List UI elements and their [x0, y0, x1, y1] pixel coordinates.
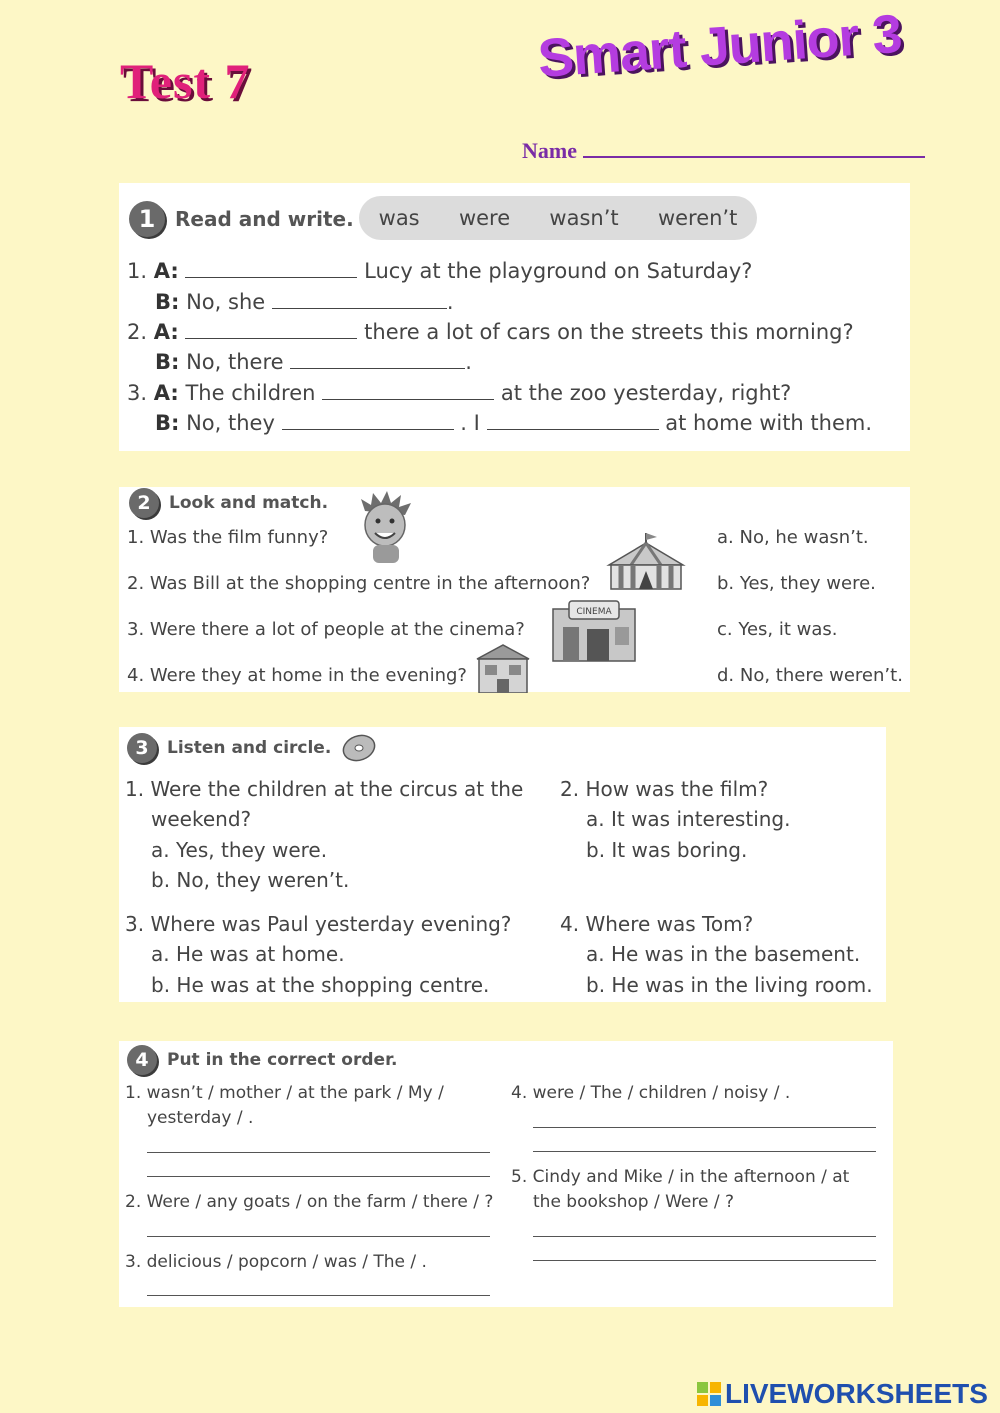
house-picture — [473, 643, 533, 693]
name-label: Name — [522, 138, 577, 163]
circus-tent-picture — [603, 531, 689, 593]
name-blank[interactable] — [583, 136, 925, 158]
ex4-item-3-line1: 3. delicious / popcorn / was / The / . — [125, 1252, 427, 1272]
exercise-2-title: Look and match. — [169, 493, 329, 513]
exercise-1-header — [129, 201, 354, 237]
ex1-line-6: B: No, they . I at home with them. — [155, 411, 873, 435]
ex3-q4-option-a[interactable]: a. He was in the basement. — [586, 942, 861, 966]
ex2-answer-d[interactable]: d. No, there weren’t. — [717, 665, 903, 686]
exercise-3-title: Listen and circle. — [167, 738, 332, 758]
exercise-2-panel — [119, 487, 910, 692]
word-box — [359, 196, 757, 240]
ex3-q3-line1: 3. Where was Paul yesterday evening? — [125, 912, 512, 936]
ex1-line-2: B: No, she . — [155, 290, 454, 314]
exercise-3-panel — [119, 727, 886, 1002]
cd-audio-icon[interactable] — [341, 734, 377, 762]
ex3-q3-option-b[interactable]: b. He was at the shopping centre. — [151, 973, 490, 997]
cinema-picture — [549, 599, 639, 663]
ex2-question-4: 4. Were they at home in the evening? — [127, 665, 467, 686]
ex3-q4-option-b[interactable]: b. He was in the living room. — [586, 973, 873, 997]
word-werent: weren’t — [657, 206, 738, 230]
ex1-blank-7[interactable] — [487, 409, 659, 430]
ex4-item-4-line1: 4. were / The / children / noisy / . — [511, 1083, 791, 1103]
ex4-item-5-line1: 5. Cindy and Mike / in the afternoon / at — [511, 1167, 850, 1187]
test-title: Test 7 — [120, 53, 251, 109]
ex3-q2-option-b[interactable]: b. It was boring. — [586, 838, 748, 862]
ex4-item-5-answer-line-2[interactable] — [533, 1260, 876, 1261]
ex3-q1-option-a[interactable]: a. Yes, they were. — [151, 838, 328, 862]
exercise-1-panel — [119, 183, 910, 451]
ex1-blank-1[interactable] — [185, 257, 357, 278]
exercise-4-header — [127, 1045, 398, 1075]
ex2-answer-a[interactable]: a. No, he wasn’t. — [717, 527, 869, 548]
ex4-item-4-answer-line-1[interactable] — [533, 1127, 876, 1128]
word-wasnt: wasn’t — [549, 206, 619, 230]
exercise-2-number: 2 — [129, 488, 159, 518]
ex2-question-2: 2. Was Bill at the shopping centre in the afternoon? — [127, 573, 591, 594]
ex1-blank-5[interactable] — [322, 379, 494, 400]
exercise-1-number: 1 — [129, 201, 165, 237]
ex4-item-1-line2: yesterday / . — [147, 1108, 254, 1128]
word-were: were — [458, 206, 511, 230]
ex4-item-2-answer-line[interactable] — [147, 1236, 490, 1237]
ex2-answer-c[interactable]: c. Yes, it was. — [717, 619, 838, 640]
cinema-sign-text: CINEMA — [576, 607, 612, 617]
liveworksheets-mark-icon — [697, 1382, 721, 1406]
ex2-question-3: 3. Were there a lot of people at the cinema? — [127, 619, 525, 640]
ex2-answer-b[interactable]: b. Yes, they were. — [717, 573, 876, 594]
exercise-3-header — [127, 733, 377, 763]
brand-text: LIVEWORKSHEETS — [725, 1378, 988, 1409]
ex4-item-1-answer-line-1[interactable] — [147, 1152, 490, 1153]
ex3-q3-option-a[interactable]: a. He was at home. — [151, 942, 345, 966]
ex1-line-5: 3. A: The children at the zoo yesterday, right? — [127, 381, 792, 405]
ex4-item-2-line1: 2. Were / any goats / on the farm / there / ? — [125, 1192, 494, 1212]
exercise-4-title: Put in the correct order. — [167, 1050, 398, 1070]
ex4-item-5-answer-line-1[interactable] — [533, 1236, 876, 1237]
ex3-q1-line1: 1. Were the children at the circus at the — [125, 777, 524, 801]
word-was: was — [378, 206, 420, 230]
ex3-q2-line1: 2. How was the film? — [560, 777, 769, 801]
ex1-line-1: 1. A: Lucy at the playground on Saturday? — [127, 259, 753, 283]
ex3-q1-line2: weekend? — [151, 807, 252, 831]
ex4-item-1-line1: 1. wasn’t / mother / at the park / My / — [125, 1083, 444, 1103]
exercise-2-header — [129, 488, 328, 518]
exercise-4-panel — [119, 1041, 893, 1307]
exercise-3-number: 3 — [127, 733, 157, 763]
ex4-item-5-line2: the bookshop / Were / ? — [533, 1192, 735, 1212]
ex1-blank-4[interactable] — [290, 348, 465, 369]
boy-face-picture — [355, 491, 417, 563]
ex4-item-4-answer-line-2[interactable] — [533, 1151, 876, 1152]
ex3-q4-line1: 4. Where was Tom? — [560, 912, 754, 936]
exercise-1-title: Read and write. — [175, 207, 354, 231]
ex1-line-4: B: No, there . — [155, 350, 472, 374]
liveworksheets-logo[interactable] — [697, 1378, 988, 1410]
ex1-blank-6[interactable] — [282, 409, 454, 430]
ex4-item-3-answer-line[interactable] — [147, 1295, 490, 1296]
ex2-question-1: 1. Was the film funny? — [127, 527, 329, 548]
ex3-q1-option-b[interactable]: b. No, they weren’t. — [151, 868, 350, 892]
ex1-blank-3[interactable] — [185, 318, 357, 339]
ex1-blank-2[interactable] — [272, 288, 447, 309]
ex3-q2-option-a[interactable]: a. It was interesting. — [586, 807, 791, 831]
ex1-line-3: 2. A: there a lot of cars on the streets this morning? — [127, 320, 854, 344]
ex4-item-1-answer-line-2[interactable] — [147, 1176, 490, 1177]
name-field — [522, 136, 925, 164]
exercise-4-number: 4 — [127, 1045, 157, 1075]
book-title: Smart Junior 3 — [535, 3, 904, 89]
